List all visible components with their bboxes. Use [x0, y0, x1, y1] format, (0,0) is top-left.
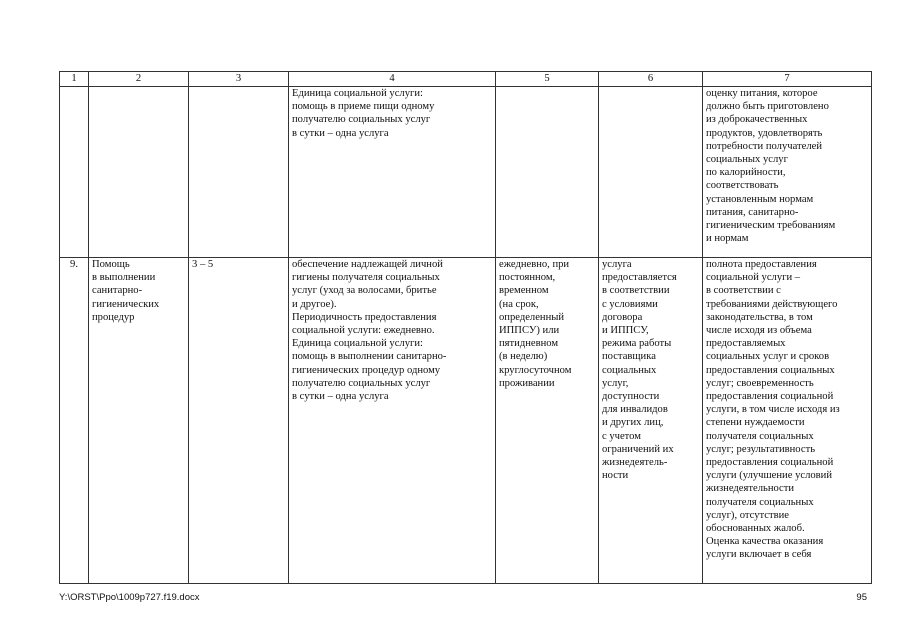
document-table	[59, 71, 872, 584]
cell-number: 9.	[60, 258, 89, 584]
cell-description: обеспечение надлежащей личной гигиены получателя социальных услуг (уход за волосами, бритье и другое). Периодичность предоставления социальной услуги: ежедневно. Единица социальной услуги: помощь в выполнении санитарно- гигиенических процедур одному получателю социальных услуг в сутки – одна услуга	[289, 258, 496, 584]
column-header: 2	[89, 72, 189, 87]
column-header: 7	[703, 72, 872, 87]
footer-file-path: Y:\ORST\Ppo\1009p727.f19.docx	[59, 592, 200, 603]
column-header: 3	[189, 72, 289, 87]
cell-service-name: Помощь в выполнении санитарно- гигиенических процедур	[89, 258, 189, 584]
column-header: 4	[289, 72, 496, 87]
table-header-row	[60, 72, 872, 87]
cell-frequency: ежедневно, при постоянном, временном (на срок, определенный ИППСУ) или пятидневном (в неделю) круглосуточном проживании	[496, 258, 599, 584]
column-header: 5	[496, 72, 599, 87]
cell-quality: оценку питания, которое должно быть приготовлено из доброкачественных продуктов, удовлетворять потребности получателей социальных услуг по калорийности, соответствовать установленным нормам питания, санитарно- гигиеническим требованиям и нормам	[703, 87, 872, 258]
cell-quality: полнота предоставления социальной услуги – в соответствии с требованиями действующего законодательства, в том числе исходя из объема предоставляемых социальных услуг и сроков предоставления социальных услуг; своевременность предоставления социальной услуги, в том числе исходя из степени нуждаемости получателя социальных услуг; результативность предоставления социальной услуги (улучшение условий жизнедеятельности получателя социальных услуг), отсутствие обоснованных жалоб. Оценка качества оказания услуги включает в себя	[703, 258, 872, 584]
cell-number	[60, 87, 89, 258]
footer-page-number: 95	[856, 592, 867, 603]
cell-conditions: услуга предоставляется в соответствии с условиями договора и ИППСУ, режима работы поставщика социальных услуг, доступности для инвалидов и других лиц, с учетом ограничений их жизнедеятель- ности	[599, 258, 703, 584]
column-header: 1	[60, 72, 89, 87]
cell-time: 3 – 5	[189, 258, 289, 584]
column-header: 6	[599, 72, 703, 87]
table-row-continuation	[60, 87, 872, 258]
cell-service-name	[89, 87, 189, 258]
cell-conditions	[599, 87, 703, 258]
cell-time	[189, 87, 289, 258]
cell-description: Единица социальной услуги: помощь в приеме пищи одному получателю социальных услуг в сутки – одна услуга	[289, 87, 496, 258]
cell-frequency	[496, 87, 599, 258]
table-row-9	[60, 258, 872, 584]
